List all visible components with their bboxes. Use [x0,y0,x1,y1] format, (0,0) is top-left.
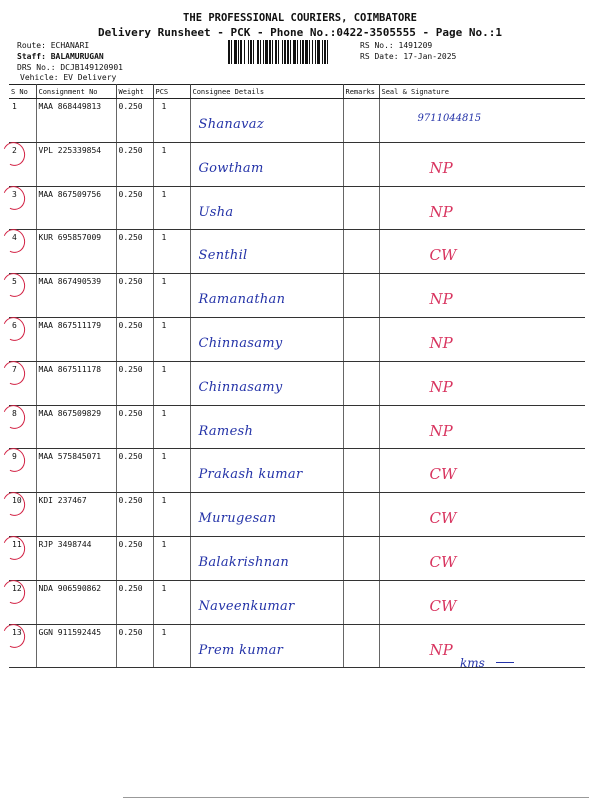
consignee-cell [190,536,343,580]
remarks-cell [343,99,379,143]
pcs-cell: 1 [153,99,190,143]
consignment-cell: MAA 867511179 [36,317,116,361]
sno-cell [9,230,36,274]
signature-handwritten: NP [429,333,453,352]
signature-handwritten: NP [429,290,453,309]
table-row [9,493,585,537]
signature-cell [379,361,585,405]
consignee-cell [190,99,343,143]
consignee-handwritten: Naveenkumar [198,598,295,614]
consignee-cell [190,624,343,668]
weight-cell: 0.250 [116,493,153,537]
table-row [9,317,585,361]
weight-cell: 0.250 [116,274,153,318]
pcs-cell: 1 [153,536,190,580]
table-row [9,536,585,580]
remarks-cell [343,580,379,624]
weight-cell: 0.250 [116,230,153,274]
consignment-cell: KUR 695857009 [36,230,116,274]
col-signature: Seal & Signature [379,85,585,99]
col-sno: S No [9,85,36,99]
signature-cell [379,186,585,230]
remarks-cell [343,536,379,580]
signature-cell [379,99,585,143]
sno-cell [9,99,36,143]
consignee-cell [190,493,343,537]
signature-handwritten: CW [429,596,457,615]
signature-cell [379,580,585,624]
consignment-cell: GGN 911592445 [36,624,116,668]
consignee-cell [190,361,343,405]
pcs-cell: 1 [153,449,190,493]
remarks-cell [343,230,379,274]
table-row [9,230,585,274]
remarks-cell [343,274,379,318]
pcs-cell: 1 [153,493,190,537]
route-label: Route: ECHANARI [17,41,90,50]
weight-cell: 0.250 [116,186,153,230]
end-signature-stroke [496,662,514,663]
consignee-handwritten: Shanavaz [198,117,264,132]
pcs-cell: 1 [153,361,190,405]
signature-cell [379,274,585,318]
weight-cell: 0.250 [116,99,153,143]
signature-cell [379,317,585,361]
signature-cell [379,493,585,537]
sno-cell [9,274,36,318]
consignment-cell: NDA 906590862 [36,580,116,624]
table-row [9,449,585,493]
table-row [9,405,585,449]
signature-cell [379,449,585,493]
weight-cell: 0.250 [116,580,153,624]
consignment-cell: RJP 3498744 [36,536,116,580]
staff-label: Staff: BALAMURUGAN [17,52,104,61]
consignment-cell: MAA 867511178 [36,361,116,405]
col-consignee: Consignee Details [190,85,343,99]
consignment-cell: VPL 225339854 [36,142,116,186]
signature-handwritten: CW [429,465,457,484]
pcs-cell: 1 [153,580,190,624]
sno-value: 12 [12,583,22,593]
sno-value: 10 [12,496,22,506]
consignee-cell [190,405,343,449]
sno-value: 2 [12,145,17,155]
consignee-handwritten: Chinnasamy [198,379,283,395]
table-header-row [9,85,585,99]
consignee-cell [190,186,343,230]
drs-number: DRS No.: DCJB149120901 [17,63,123,72]
consignee-handwritten: Prem kumar [198,642,284,658]
sno-value: 13 [12,627,22,637]
sno-value: 11 [12,539,22,549]
consignment-cell: KDI 237467 [36,493,116,537]
consignment-cell: MAA 575845071 [36,449,116,493]
rs-number: RS No.: 1491209 [360,41,433,50]
signature-cell [379,230,585,274]
table-row [9,361,585,405]
consignee-cell [190,317,343,361]
table-row [9,142,585,186]
sno-cell [9,493,36,537]
remarks-cell [343,493,379,537]
consignment-cell: MAA 868449813 [36,99,116,143]
signature-handwritten: NP [429,202,453,221]
consignee-handwritten: Balakrishnan [198,554,290,570]
signature-handwritten: 9711044815 [417,113,482,124]
weight-cell: 0.250 [116,317,153,361]
sno-cell [9,405,36,449]
vehicle-label: Vehicle: EV Delivery [20,73,117,82]
sno-value: 8 [12,408,17,418]
signature-handwritten: CW [429,552,457,571]
table-row [9,99,585,143]
footer-divider [123,797,589,798]
weight-cell: 0.250 [116,449,153,493]
pcs-cell: 1 [153,317,190,361]
consignee-handwritten: Ramesh [198,423,254,439]
consignee-handwritten: Gowtham [198,160,264,176]
sno-cell [9,142,36,186]
table-row [9,274,585,318]
end-signature-text: kms [460,656,485,670]
col-consignment: Consignment No [36,85,116,99]
remarks-cell [343,405,379,449]
remarks-cell [343,142,379,186]
consignee-handwritten: Murugesan [198,511,277,527]
weight-cell: 0.250 [116,361,153,405]
pcs-cell: 1 [153,624,190,668]
sno-cell [9,624,36,668]
company-title: THE PROFESSIONAL COURIERS, COIMBATORE [183,12,417,24]
sno-value: 6 [12,320,17,330]
pcs-cell: 1 [153,230,190,274]
weight-cell: 0.250 [116,624,153,668]
runsheet-table [9,84,585,668]
sno-cell [9,536,36,580]
sno-cell [9,449,36,493]
consignee-cell [190,580,343,624]
consignee-handwritten: Senthil [198,248,248,264]
consignment-cell: MAA 867509829 [36,405,116,449]
remarks-cell [343,624,379,668]
consignee-handwritten: Chinnasamy [198,335,283,351]
table-row [9,580,585,624]
remarks-cell [343,186,379,230]
consignee-handwritten: Ramanathan [198,292,286,308]
remarks-cell [343,361,379,405]
signature-handwritten: NP [429,640,453,659]
pcs-cell: 1 [153,274,190,318]
col-pcs: PCS [153,85,190,99]
sno-value: 1 [12,102,17,111]
runsheet-end-signature [460,652,514,671]
barcode [228,40,354,64]
signature-handwritten: CW [429,246,457,265]
remarks-cell [343,449,379,493]
sno-cell [9,361,36,405]
consignee-cell [190,142,343,186]
consignee-cell [190,274,343,318]
remarks-cell [343,317,379,361]
consignee-handwritten: Prakash kumar [198,467,303,483]
sno-value: 4 [12,233,17,243]
sno-value: 7 [12,364,17,374]
signature-cell [379,536,585,580]
weight-cell: 0.250 [116,405,153,449]
pcs-cell: 1 [153,186,190,230]
consignment-cell: MAA 867490539 [36,274,116,318]
rs-date: RS Date: 17-Jan-2025 [360,52,457,61]
sno-cell [9,186,36,230]
signature-handwritten: NP [429,158,453,177]
weight-cell: 0.250 [116,142,153,186]
sno-value: 3 [12,189,17,199]
signature-cell [379,405,585,449]
col-weight: Weight [116,85,153,99]
sno-cell [9,317,36,361]
consignment-cell: MAA 867509756 [36,186,116,230]
sno-value: 5 [12,277,17,287]
sno-value: 9 [12,452,17,462]
table-row [9,186,585,230]
runsheet-subtitle: Delivery Runsheet - PCK - Phone No.:0422-3505555 - Page No.:1 [98,26,502,39]
weight-cell: 0.250 [116,536,153,580]
sno-cell [9,580,36,624]
pcs-cell: 1 [153,405,190,449]
signature-handwritten: NP [429,377,453,396]
consignee-cell [190,449,343,493]
consignee-handwritten: Usha [198,204,234,220]
signature-cell [379,142,585,186]
pcs-cell: 1 [153,142,190,186]
signature-handwritten: NP [429,421,453,440]
col-remarks: Remarks [343,85,379,99]
signature-handwritten: CW [429,509,457,528]
consignee-cell [190,230,343,274]
